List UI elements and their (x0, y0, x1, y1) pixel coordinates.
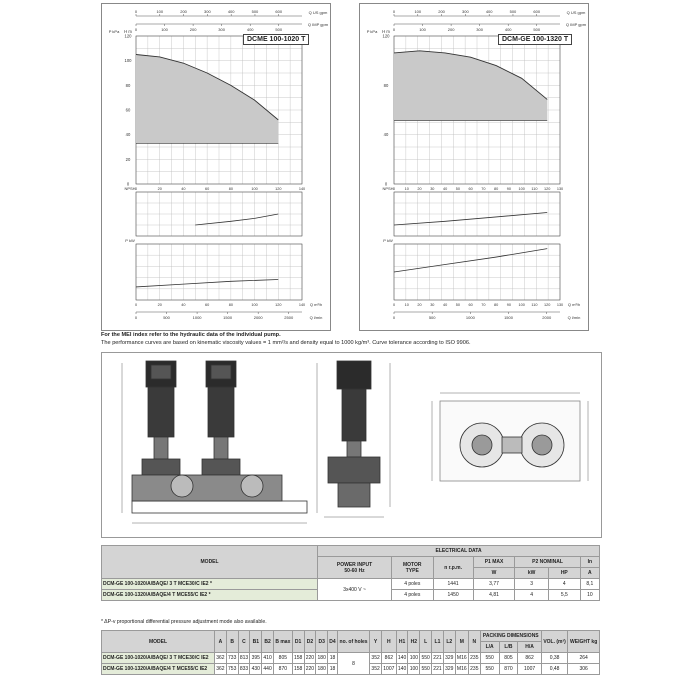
dim-value-cell: 264 (568, 653, 600, 664)
q-m3h-bottom-tick: 100 (251, 303, 258, 307)
dim-value-cell: 440 (262, 664, 274, 675)
q-us-tick-label: 500 (251, 9, 259, 14)
q-m3h-bottom-tick: 20 (157, 303, 162, 307)
kw-label: P kW (383, 238, 393, 243)
q-m3h-tick-label: 120 (544, 187, 551, 191)
q-us-tick-label: 300 (204, 9, 211, 14)
packing-sub-header: L/A (480, 642, 499, 653)
left-performance-chart (101, 3, 331, 331)
dim-value-cell: 362 (215, 653, 227, 664)
q-imp-tick-label: 300 (476, 27, 483, 32)
dim-col-header: H2 (408, 631, 420, 653)
q-us-tick-label: 600 (275, 9, 283, 14)
q-m3h-bottom-tick: 40 (442, 303, 448, 307)
table-row (102, 653, 600, 664)
q-lmin-tick-label: 0 (392, 315, 396, 320)
q-m3h-bottom-tick: 80 (494, 303, 499, 307)
footnote: * ΔP-v proportional differential pressure adjustment mode also available. (101, 619, 267, 625)
q-lmin-tick-label: 1000 (192, 315, 202, 320)
h-tick-label: 0 (384, 181, 388, 187)
q-m3h-tick-label: 20 (157, 187, 162, 191)
q-m3h-bottom-tick: 80 (228, 303, 233, 307)
dim-value-cell: 733 (226, 653, 238, 664)
q-lmin-tick-label: 500 (428, 315, 436, 320)
voltage-cell: 3x400 V ~ (318, 579, 392, 601)
rpm-cell: 1441 (433, 579, 473, 590)
dim-value-cell: 862 (518, 653, 541, 664)
q-m3h-bottom-tick: 120 (544, 303, 551, 307)
dim-value-cell: 221 (432, 664, 444, 675)
electrical-data-table (101, 545, 600, 601)
top-view (432, 393, 588, 481)
h-tick-label: 60 (125, 107, 131, 113)
dim-value-cell: 18 (328, 653, 338, 664)
hp-cell: 5,5 (548, 590, 580, 601)
q-us-tick-label: 400 (485, 9, 493, 14)
q-m3h-tick-label: 50 (455, 187, 460, 191)
q-m3h-bottom-tick: 60 (468, 303, 473, 307)
dim-value-cell: 180 (316, 653, 328, 664)
q-m3h-tick-label: 90 (506, 187, 512, 191)
dim-value-cell: 870 (273, 664, 292, 675)
lantern-1 (154, 437, 168, 459)
q-m3h-bottom-tick: 90 (506, 303, 512, 307)
dim-value-cell: 220 (304, 664, 316, 675)
q-m3h-tick-label: 130 (556, 187, 564, 191)
dim-value-cell: M16 (455, 664, 468, 675)
p1-cell: 4,81 (473, 590, 515, 601)
dim-value-cell: 753 (226, 664, 238, 675)
pump-body-1 (142, 459, 180, 475)
dim-value-cell: 395 (250, 653, 262, 664)
h-axis-label: H m (382, 29, 390, 34)
dim-value-cell: 352 (370, 653, 382, 664)
dim-col-header: L1 (432, 631, 444, 653)
dim-value-cell: 158 (292, 653, 304, 664)
dim-col-header: B (226, 631, 238, 653)
dim-value-cell: 0,48 (541, 664, 568, 675)
dimensions-table (101, 630, 600, 675)
q-m3h-bottom-tick: 10 (404, 303, 409, 307)
h-tick-label: 0 (126, 181, 130, 187)
dim-col-header: B2 (262, 631, 274, 653)
motor-type-header: MOTOR TYPE (391, 557, 433, 579)
table-row (102, 579, 600, 590)
p2-header: P2 NOMINAL (515, 557, 580, 568)
q-m3h-tick-label: 80 (494, 187, 499, 191)
p1-unit: W (473, 568, 515, 579)
rpm-cell: 1450 (433, 590, 473, 601)
packing-header: PACKING DIMENSIONS (480, 631, 541, 642)
dim-col-header: A (215, 631, 227, 653)
right-chart-title: DCM-GE 100-1320 T (498, 34, 572, 45)
dim-value-cell: 805 (499, 653, 518, 664)
q-m3h-tick-label: 100 (251, 187, 258, 191)
controller-display-2 (211, 365, 231, 379)
q-m3h-bottom-tick: 0 (392, 303, 396, 307)
packing-sub-header: L/B (499, 642, 518, 653)
q-imp-tick-label: 100 (419, 27, 426, 32)
dim-value-cell: 221 (432, 653, 444, 664)
dim-value-cell: 870 (499, 664, 518, 675)
in-cell: 10 (580, 590, 599, 601)
q-us-tick-label: 0 (134, 9, 138, 14)
q-imp-tick-label: 0 (134, 27, 138, 32)
q-lmin-tick-label: 1500 (504, 315, 513, 320)
q-us-label: Q US gpm (566, 10, 586, 15)
q-lmin-tick-label: 500 (163, 315, 170, 320)
h-tick-label: 80 (383, 82, 389, 88)
pump-body-2 (202, 459, 240, 475)
dim-col-header: C (238, 631, 250, 653)
technical-drawing (101, 352, 602, 538)
front-view (122, 361, 317, 523)
dim-value-cell: 220 (304, 653, 316, 664)
dim-value-cell: M16 (455, 653, 468, 664)
q-m3h-tick-label: 40 (442, 187, 448, 191)
q-us-tick-label: 300 (462, 9, 469, 14)
left-chart-svg (102, 4, 330, 330)
q-m3h-tick-label: 0 (134, 187, 138, 191)
dim-col-header: L2 (443, 631, 455, 653)
q-m3h-tick-label: 10 (404, 187, 409, 191)
top-pump-1-hub (472, 435, 492, 455)
dim-value-cell: 550 (480, 664, 499, 675)
q-imp-tick-label: 400 (246, 27, 254, 32)
side-motor (342, 389, 366, 441)
dim-value-cell: 140 (396, 664, 408, 675)
h-tick-label: 80 (125, 82, 131, 88)
dim-col-header: B1 (250, 631, 262, 653)
dim-value-cell: 0,38 (541, 653, 568, 664)
baseplate (132, 501, 307, 513)
q-m3h-tick-label: 0 (392, 187, 396, 191)
h-tick-label: 40 (125, 132, 131, 138)
dim-value-cell: 430 (250, 664, 262, 675)
h-tick-label: 120 (124, 33, 132, 39)
dim-value-cell: 329 (443, 653, 455, 664)
hp-cell: 4 (548, 579, 580, 590)
q-lmin-tick-label: 2000 (253, 315, 263, 320)
dim-value-cell: 805 (273, 653, 292, 664)
dim-col-header: M (455, 631, 468, 653)
q-imp-tick-label: 200 (447, 27, 455, 32)
q-imp-tick-label: 500 (275, 27, 283, 32)
dim-value-cell: 140 (396, 653, 408, 664)
q-us-tick-label: 100 (156, 9, 164, 14)
dim-col-header: D2 (304, 631, 316, 653)
h-tick-label: 40 (383, 132, 389, 138)
npsh-curve (195, 214, 278, 225)
q-m3h-bottom-tick: 130 (556, 303, 564, 307)
q-imp-tick-label: 0 (392, 27, 396, 32)
q-lmin-tick-label: 2000 (542, 315, 552, 320)
dim-value-cell: 862 (382, 653, 397, 664)
dim-col-header: D1 (292, 631, 304, 653)
q-m3h-tick-label: 20 (417, 187, 422, 191)
q-imp-tick-label: 200 (189, 27, 197, 32)
top-pump-2-hub (532, 435, 552, 455)
q-m3h-bottom-tick: 60 (205, 303, 210, 307)
q-lmin-tick-label: 0 (134, 315, 138, 320)
q-us-tick-label: 500 (509, 9, 517, 14)
q-m3h-bottom-tick: 40 (181, 303, 186, 307)
dim-value-cell: 306 (568, 664, 600, 675)
pump-drawing-svg (102, 353, 601, 537)
q-imp-tick-label: 500 (533, 27, 541, 32)
q-us-tick-label: 200 (180, 9, 187, 14)
q-imp-tick-label: 300 (218, 27, 225, 32)
q-m3h-tick-label: 40 (181, 187, 186, 191)
flange-left (171, 475, 193, 497)
q-imp-tick-label: 100 (161, 27, 168, 32)
dim-col-header: D3 (316, 631, 328, 653)
h-tick-label: 100 (124, 58, 132, 64)
motor-cell: 4 poles (391, 590, 433, 601)
dim-value-cell: 329 (443, 664, 455, 675)
controller-display-1 (151, 365, 171, 379)
q-m3h-tick-label: 120 (275, 187, 282, 191)
dim-value-cell: 1007 (518, 664, 541, 675)
q-m3h-bottom-tick: 0 (134, 303, 138, 307)
dim-value-cell: 813 (238, 653, 250, 664)
in-header: In (580, 557, 599, 568)
h-axis-label: H m (124, 29, 132, 34)
hp-header: HP (548, 568, 580, 579)
kw-cell: 3 (515, 579, 549, 590)
q-m3h-tick-label: 80 (228, 187, 233, 191)
q-us-tick-label: 400 (227, 9, 235, 14)
electrical-group-header: ELECTRICAL DATA (318, 546, 600, 557)
h-tick-label: 20 (125, 156, 131, 162)
dim-value-cell: 550 (420, 664, 432, 675)
top-valve (502, 437, 522, 453)
q-lmin-tick-label: 1000 (465, 315, 475, 320)
side-controller (337, 361, 371, 389)
q-m3h-tick-label: 70 (481, 187, 486, 191)
packing-sub-header: H/A (518, 642, 541, 653)
dim-col-header: N (468, 631, 480, 653)
left-chart-title: DCME 100-1020 T (243, 34, 309, 45)
p1-cell: 3,77 (473, 579, 515, 590)
q-lmin-label: Q l/min (309, 315, 323, 320)
q-imp-tick-label: 400 (504, 27, 512, 32)
p-axis-label: P kPa (108, 29, 120, 34)
dim-col-header: B max (273, 631, 292, 653)
lantern-2 (214, 437, 228, 459)
elec-model-cell: DCM-GE 100-1320/A/BAQE/4 T MCE55/C IE2 * (102, 590, 318, 601)
vol-header: VOL. (m³) (541, 631, 568, 653)
dim-value-cell: 1007 (382, 664, 397, 675)
dim-value-cell: 550 (480, 653, 499, 664)
q-m3h-tick-label: 60 (468, 187, 473, 191)
q-m3h-bottom-tick: 120 (275, 303, 282, 307)
q-m3h-label: Q m³/h (309, 302, 323, 307)
dim-value-cell: 235 (468, 664, 480, 675)
q-m3h-bottom-tick: 70 (481, 303, 486, 307)
dim-col-header: Y (370, 631, 382, 653)
npsh-label: NPSH (382, 186, 394, 191)
p1-header: P1 MAX (473, 557, 515, 568)
q-us-tick-label: 200 (438, 9, 445, 14)
side-foot (338, 483, 370, 507)
motor-2 (208, 387, 234, 437)
weight-header: WEIGHT kg (568, 631, 600, 653)
q-us-label: Q US gpm (308, 10, 328, 15)
q-m3h-tick-label: 140 (298, 187, 306, 191)
dim-col-header: L (420, 631, 432, 653)
dim-model-cell: DCM-GE 100-1320/A/BAQE/4 T MCE55/C IE2 (102, 664, 215, 675)
dim-model-header: MODEL (102, 631, 215, 653)
q-m3h-bottom-tick: 20 (417, 303, 422, 307)
right-performance-chart (359, 3, 589, 331)
q-m3h-bottom-tick: 50 (455, 303, 460, 307)
rpm-header: n r.p.m. (433, 557, 473, 579)
side-view (324, 361, 390, 517)
q-m3h-bottom-tick: 110 (531, 303, 538, 307)
kw-header: kW (515, 568, 549, 579)
q-imp-label: Q IMP gpm (307, 22, 329, 27)
dim-col-header: D4 (328, 631, 338, 653)
in-unit: A (580, 568, 599, 579)
kw-label: P kW (125, 238, 135, 243)
kw-cell: 4 (515, 590, 549, 601)
q-m3h-tick-label: 60 (205, 187, 210, 191)
dim-value-cell: 235 (468, 653, 480, 664)
q-m3h-tick-label: 110 (531, 187, 538, 191)
holes-cell: 8 (337, 653, 369, 675)
dim-col-header: no. of holes (337, 631, 369, 653)
dim-value-cell: 362 (215, 664, 227, 675)
mei-note: For the MEI index refer to the hydraulic data of the individual pump. (101, 332, 281, 338)
in-cell: 8,1 (580, 579, 599, 590)
dim-value-cell: 100 (408, 664, 420, 675)
q-us-tick-label: 100 (414, 9, 422, 14)
dim-col-header: H (382, 631, 397, 653)
dim-value-cell: 410 (262, 653, 274, 664)
dim-value-cell: 833 (238, 664, 250, 675)
dim-value-cell: 352 (370, 664, 382, 675)
dim-value-cell: 18 (328, 664, 338, 675)
q-m3h-bottom-tick: 140 (298, 303, 306, 307)
motor-cell: 4 poles (391, 579, 433, 590)
h-tick-label: 120 (382, 33, 390, 39)
q-m3h-bottom-tick: 100 (518, 303, 525, 307)
power-input-header: POWER INPUT 50-60 Hz (318, 557, 392, 579)
side-lantern (347, 441, 361, 457)
q-m3h-label: Q m³/h (567, 302, 581, 307)
q-us-tick-label: 0 (392, 9, 396, 14)
q-lmin-tick-label: 1500 (223, 315, 233, 320)
dim-value-cell: 550 (420, 653, 432, 664)
p-axis-label: P kPa (366, 29, 378, 34)
q-m3h-bottom-tick: 30 (430, 303, 435, 307)
curves-note: The performance curves are based on kinematic viscosity values = 1 mm²/s and density equal to 1000 kg/m³. Curve tolerance according to ISO 9906. (101, 340, 471, 346)
dim-col-header: H1 (396, 631, 408, 653)
q-imp-label: Q IMP gpm (565, 22, 587, 27)
elec-model-cell: DCM-GE 100-1020/A/BAQE/ 3 T MCE30/C IE2 * (102, 579, 318, 590)
dim-value-cell: 180 (316, 664, 328, 675)
q-lmin-tick-label: 2500 (284, 315, 294, 320)
right-chart-svg (360, 4, 588, 330)
side-pump-body (328, 457, 380, 483)
motor-1 (148, 387, 174, 437)
dim-value-cell: 100 (408, 653, 420, 664)
dim-value-cell: 158 (292, 664, 304, 675)
flange-right (241, 475, 263, 497)
q-lmin-label: Q l/min (567, 315, 581, 320)
npsh-label: NPSH (124, 186, 136, 191)
q-us-tick-label: 600 (533, 9, 541, 14)
q-m3h-tick-label: 100 (518, 187, 525, 191)
q-m3h-tick-label: 30 (430, 187, 435, 191)
elec-model-header: MODEL (102, 546, 318, 579)
dim-model-cell: DCM-GE 100-1020/A/BAQE/ 3 T MCE30/C IE2 (102, 653, 215, 664)
